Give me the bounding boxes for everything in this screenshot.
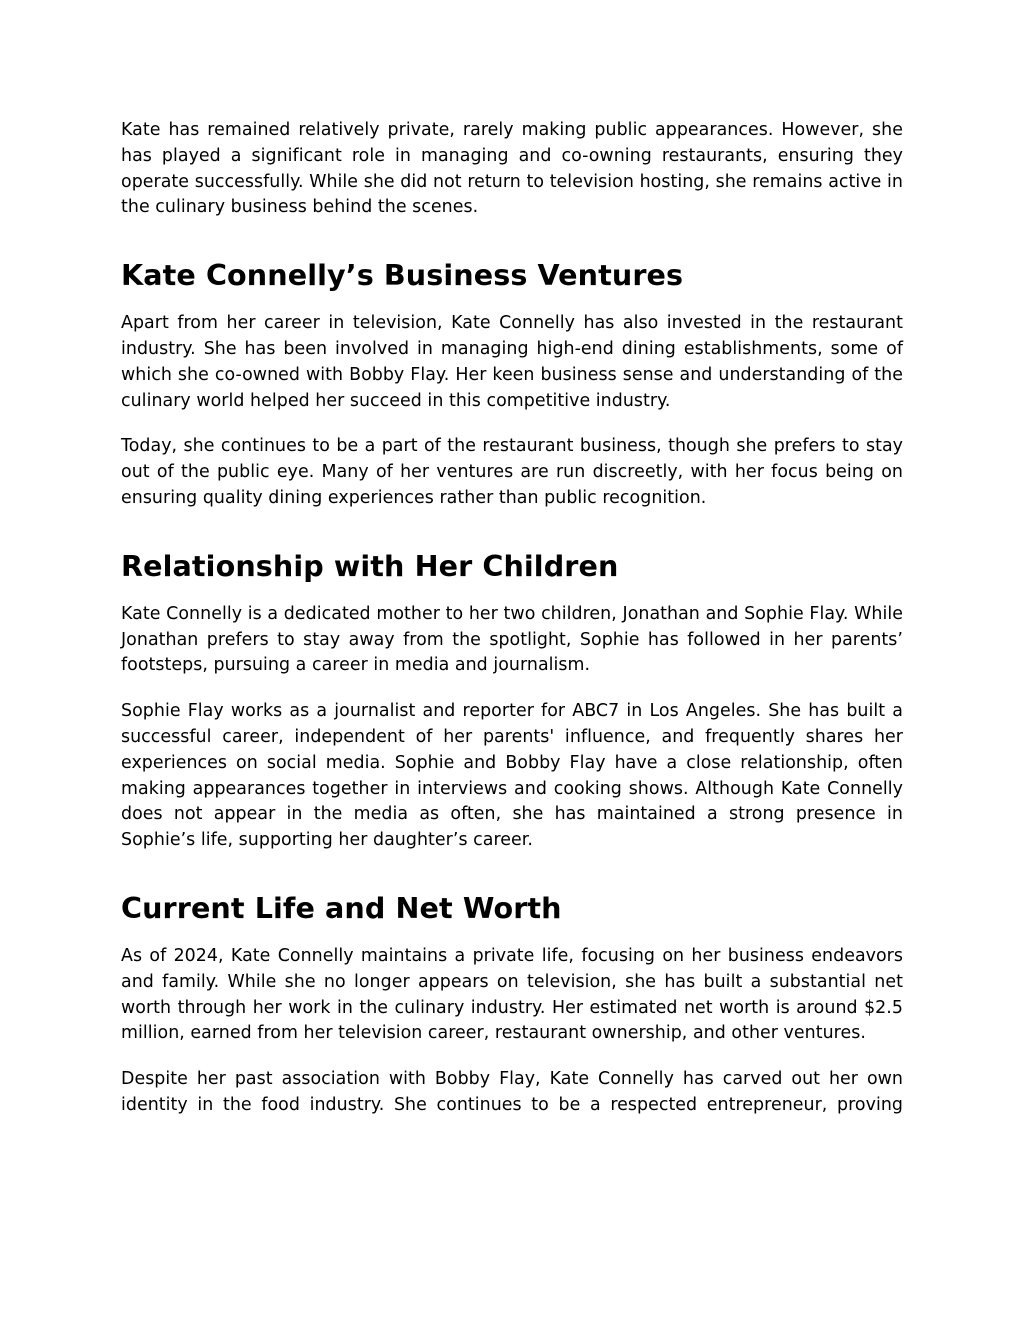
business-paragraph-1: Apart from her career in television, Kate Connelly has also invested in the restaurant industry. She has been involved in managing high-end dining establishments, some of which she co-owned with Bobby Flay. Her keen business sense and understanding of the culinary world helped her succeed in this competitive industry. <box>121 313 903 411</box>
heading-relationship-children: Relationship with Her Children <box>121 548 619 583</box>
children-paragraph-1: Kate Connelly is a dedicated mother to her two children, Jonathan and Sophie Flay. While Jonathan prefers to stay away from the spotlight, Sophie has followed in her parents’ footsteps, pursuing a career in media and journalism. <box>121 603 903 676</box>
heading-business-ventures: Kate Connelly’s Business Ventures <box>121 258 684 293</box>
current-paragraph-2: Despite her past association with Bobby Flay, Kate Connelly has carved out her own identity in the food industry. She continues to be a respected entrepreneur, proving <box>121 1069 903 1115</box>
heading-current-life-net-worth: Current Life and Net Worth <box>121 890 562 925</box>
business-paragraph-2: Today, she continues to be a part of the restaurant business, though she prefers to stay out of the public eye. Many of her ventures are run discreetly, with her focus being on ensuring quality dining experiences rather than public recognition. <box>121 436 903 508</box>
document-page <box>121 118 903 1119</box>
intro-paragraph: Kate has remained relatively private, rarely making public appearances. However, she has played a significant role in managing and co-owning restaurants, ensuring they operate successfully. While she did not return to television hosting, she remains active in the culinary business behind the scenes. <box>121 120 903 218</box>
children-paragraph-2: Sophie Flay works as a journalist and reporter for ABC7 in Los Angeles. She has built a successful career, independent of her parents' influence, and frequently shares her experiences on social media. Sophie and Bobby Flay have a close relationship, often making appearances together in interviews and cooking shows. Although Kate Connelly does not appear in the media as often, she has maintained a strong presence in Sophie’s life, supporting her daughter’s career. <box>121 701 903 851</box>
current-paragraph-1: As of 2024, Kate Connelly maintains a private life, focusing on her business endeavors and family. While she no longer appears on television, she has built a substantial net worth through her work in the culinary industry. Her estimated net worth is around $2.5 million, earned from her television career, restaurant ownership, and other ventures. <box>121 945 903 1044</box>
